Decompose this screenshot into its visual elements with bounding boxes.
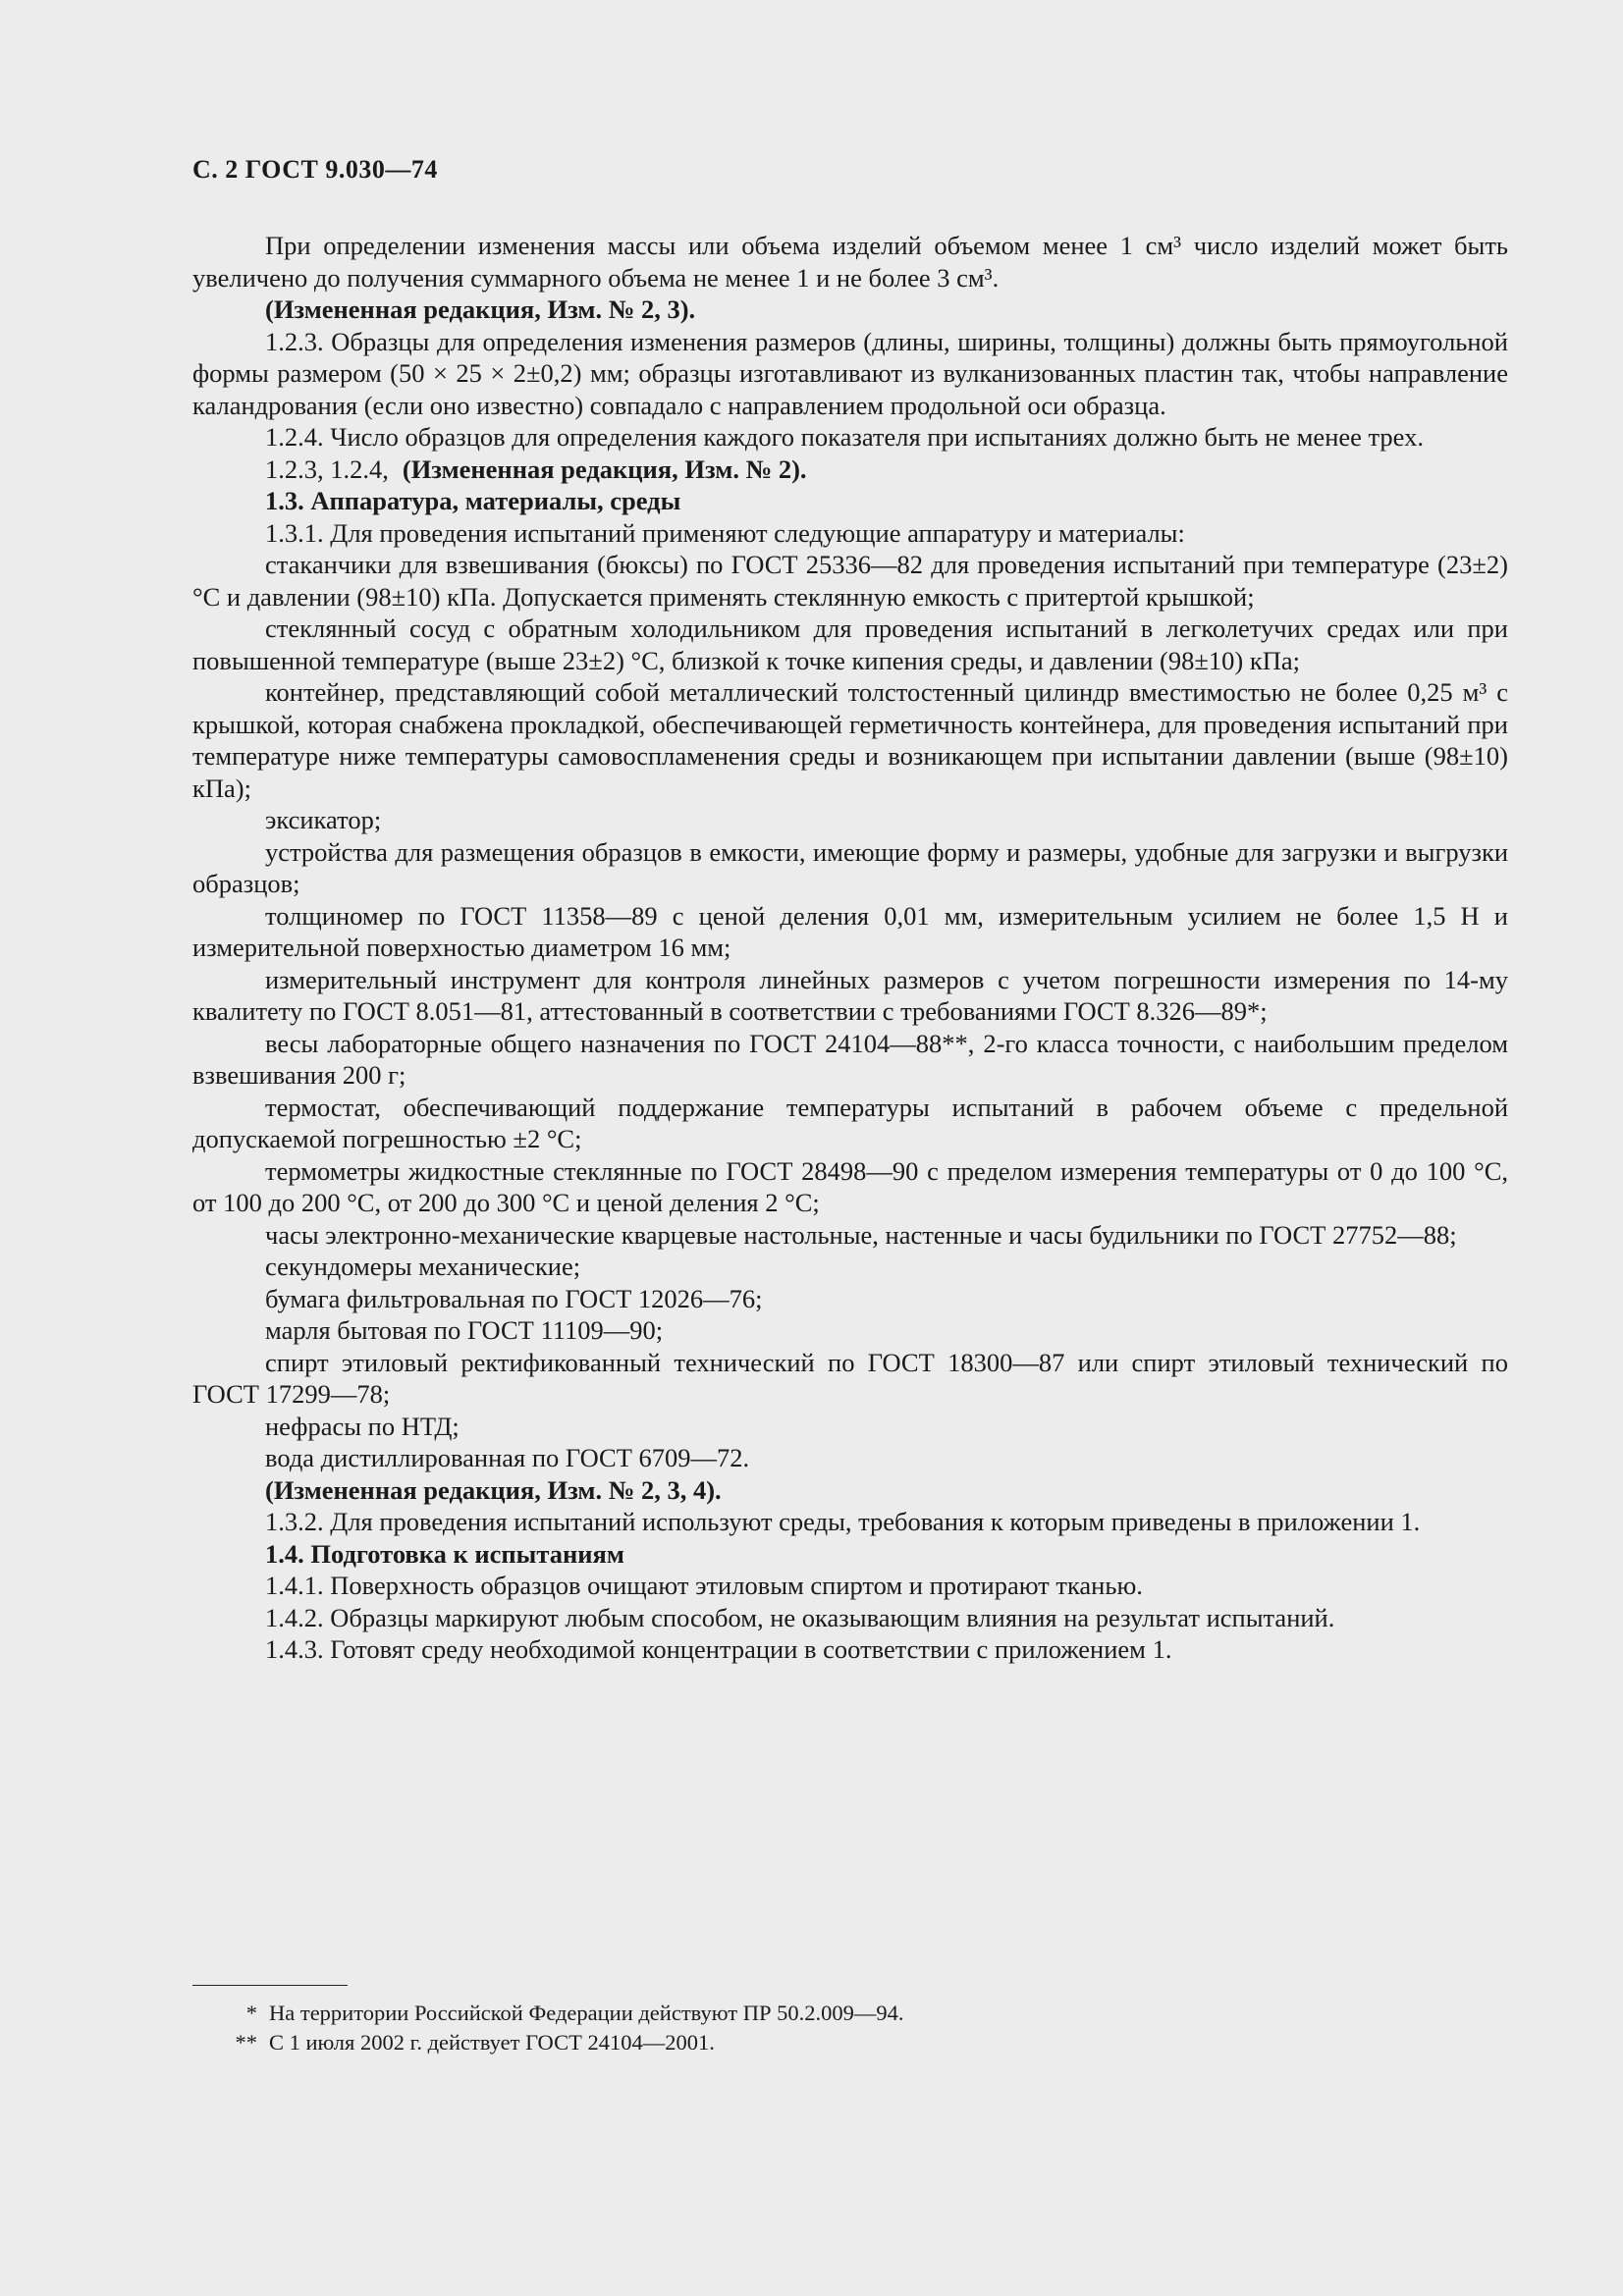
paragraph2-8: измерительный инструмент для контроля линейных размеров с учетом погрешности измерения по 14-му квалитету по ГОСТ 8.051—81, аттестованный в соответствии с требованиями ГОСТ 8.326—89*; — [192, 964, 1508, 1026]
paragraph2-5: эксикатор; — [265, 805, 382, 834]
paragraph2-21: 1.4. Подготовка к испытаниям — [265, 1538, 624, 1569]
paragraph2-15: марля бытовая по ГОСТ 11109—90; — [265, 1315, 664, 1345]
paragraph2-16: спирт этиловый ректификованный технический по ГОСТ 18300—87 или спирт этиловый технический по ГОСТ 17299—78; — [192, 1347, 1508, 1409]
paragraph2-2: стаканчики для взвешивания (бюксы) по ГОСТ 25336—82 для проведения испытаний при температуре (23±2) °С и давлении (98±10) кПа. Допускается применять стеклянную емкость с притертой крышкой; — [192, 550, 1508, 612]
paragraph2-0: 1.3. Аппаратура, материалы, среды — [265, 486, 681, 515]
paragraph2-24: 1.4.3. Готовят среду необходимой концентрации в соответствии с приложением 1. — [265, 1634, 1172, 1664]
amendment-note: (Измененная редакция, Изм. № 2). — [402, 454, 807, 484]
paragraph2-18: вода дистиллированная по ГОСТ 6709—72. — [265, 1443, 750, 1472]
paragraph2-20: 1.3.2. Для проведения испытаний используют среды, требования к которым приведены в приложении 1. — [265, 1507, 1421, 1536]
footnote-mark: ** — [235, 2030, 257, 2055]
paragraph2-13: секундомеры механические; — [265, 1252, 581, 1281]
paragraph2-3: стеклянный сосуд с обратным холодильником для проведения испытаний в легколетучих средах или при повышенной температуре (выше 23±2) °С, близкой к точке кипения среды, и давлении (98±10) кПа; — [192, 614, 1508, 675]
footnote-text: На территории Российской Федерации действуют ПР 50.2.009—94. — [269, 2001, 904, 2025]
footnote-0 — [192, 1999, 1508, 2028]
paragraph-0: При определении изменения массы или объема изделий объемом менее 1 см³ число изделий может быть увеличено до получения суммарного объема не менее 1 и не более 3 см³. — [192, 231, 1508, 293]
document-body — [192, 230, 1508, 1666]
paragraph-3: 1.2.4. Число образцов для определения каждого показателя при испытаниях должно быть не менее трех. — [265, 422, 1424, 452]
paragraph2-7: толщиномер по ГОСТ 11358—89 с ценой деления 0,01 мм, измерительным усилием не более 1,5 Н и измерительной поверхностью диаметром 16 мм; — [192, 900, 1508, 962]
paragraph-block-2 — [192, 485, 1508, 1666]
paragraph2-9: весы лабораторные общего назначения по ГОСТ 24104—88**, 2-го класса точности, с наибольшим пределом взвешивания 200 г; — [192, 1028, 1508, 1090]
paragraph2-23: 1.4.2. Образцы маркируют любым способом, не оказывающим влияния на результат испытаний. — [265, 1602, 1335, 1632]
footnote-1 — [192, 2028, 1508, 2057]
footnote-mark: * — [245, 2001, 257, 2025]
footnote-text: С 1 июля 2002 г. действует ГОСТ 24104—2001. — [269, 2030, 715, 2055]
paragraph2-6: устройства для размещения образцов в емкости, имеющие форму и размеры, удобные для загрузки и выгрузки образцов; — [192, 836, 1508, 898]
paragraph2-11: термометры жидкостные стеклянные по ГОСТ 28498—90 с пределом измерения температуры от 0 до 100 °С, от 100 до 200 °С, от 200 до 300 °С и ценой деления 2 °С; — [192, 1155, 1508, 1217]
amendment-prefix: 1.2.3, 1.2.4, — [265, 454, 389, 484]
page-header: С. 2 ГОСТ 9.030—74 — [192, 155, 438, 184]
paragraph2-14: бумага фильтровальная по ГОСТ 12026—76; — [265, 1283, 763, 1313]
paragraph2-1: 1.3.1. Для проведения испытаний применяют следующие аппаратуру и материалы: — [265, 517, 1185, 548]
paragraph2-19: (Измененная редакция, Изм. № 2, 3, 4). — [265, 1474, 722, 1505]
footnote-divider — [192, 1985, 348, 1986]
paragraph-1: (Измененная редакция, Изм. № 2, 3). — [265, 294, 696, 324]
footnotes — [192, 1999, 1508, 2057]
paragraph2-4: контейнер, представляющий собой металлический толстостенный цилиндр вместимостью не более 0,25 м³ с крышкой, которая снабжена прокладкой, обеспечивающей герметичность контейнера, для проведения испытаний при температуре ниже температуры самовоспламенения среды и возникающем при испытании давлении (выше (98±10) кПа); — [192, 677, 1508, 803]
paragraph-block-1 — [192, 230, 1508, 454]
paragraph2-17: нефрасы по НТД; — [265, 1411, 460, 1441]
paragraph-2: 1.2.3. Образцы для определения изменения размеров (длины, ширины, толщины) должны быть прямоугольной формы размером (50 × 25 × 2±0,2) мм; образцы изготавливают из вулканизованных пластин так, чтобы направление каландрования (если оно известно) совпадало с направлением продольной оси образца. — [192, 326, 1508, 420]
paragraph2-22: 1.4.1. Поверхность образцов очищают этиловым спиртом и протирают тканью. — [265, 1571, 1143, 1600]
paragraph2-12: часы электронно-механические кварцевые настольные, настенные и часы будильники по ГОСТ 27752—88; — [265, 1219, 1457, 1250]
amendment-line — [192, 454, 1508, 486]
paragraph2-10: термостат, обеспечивающий поддержание температуры испытаний в рабочем объеме с предельной допускаемой погрешностью ±2 °С; — [192, 1092, 1508, 1153]
